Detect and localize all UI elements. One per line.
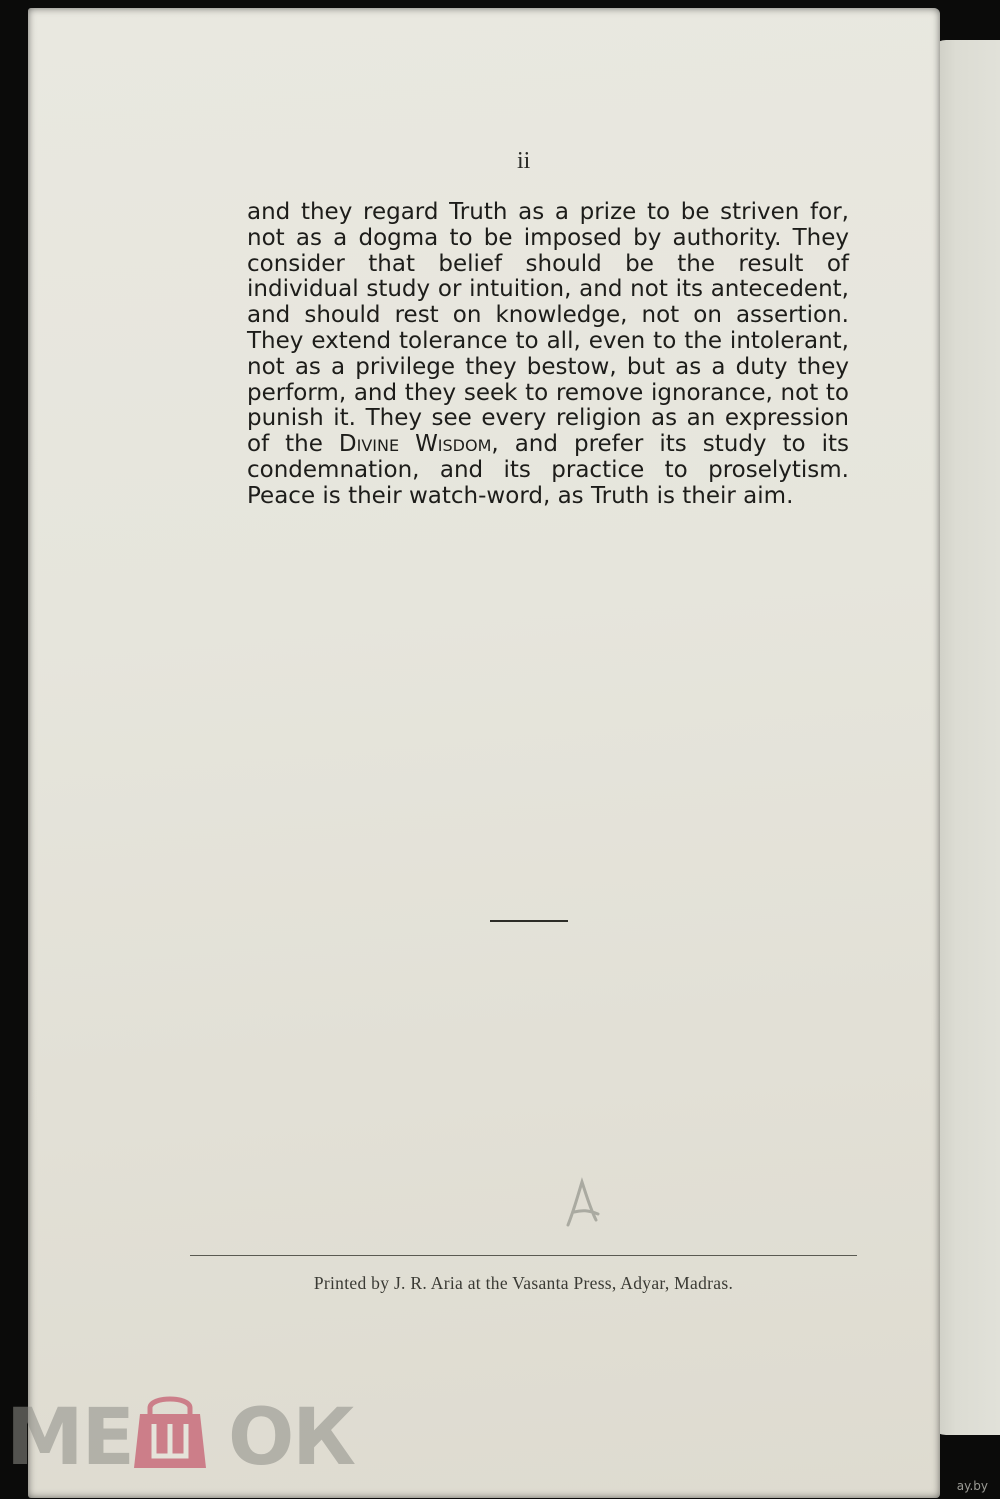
paragraph-part-1: and they regard Truth as a prize to be striven for, not as a dogma to be imposed by authority. They consider that belief should be the result of individual study or intuition, and not its antecedent, and should rest on knowledge, not on assertion. They extend tolerance to all, even to the intolerant, not as a privilege they bestow, but as a duty they perform, and they seek to remove ignorance, not to punish it. They see every religion as an expression of the	[247, 199, 849, 458]
section-separator-rule	[490, 920, 568, 922]
page-number: ii	[517, 148, 531, 174]
svg-text:ОК: ОК	[228, 1393, 355, 1480]
body-paragraph	[247, 200, 849, 510]
pencil-mark-icon	[560, 1170, 620, 1240]
svg-text:МЕ: МЕ	[6, 1393, 133, 1480]
paragraph-part-3: , and prefer its study to its condemnation, and its practice to proselytism. Peace is their watch-word, as Truth is their aim.	[247, 431, 849, 509]
meshok-watermark-logo	[0, 1390, 360, 1480]
paragraph-small-caps-phrase: Divine Wisdom	[338, 431, 492, 458]
watermark-url: ay.by	[956, 1479, 988, 1493]
footer-rule	[190, 1255, 857, 1256]
printer-imprint: Printed by J. R. Aria at the Vasanta Press, Adyar, Madras.	[313, 1273, 734, 1293]
